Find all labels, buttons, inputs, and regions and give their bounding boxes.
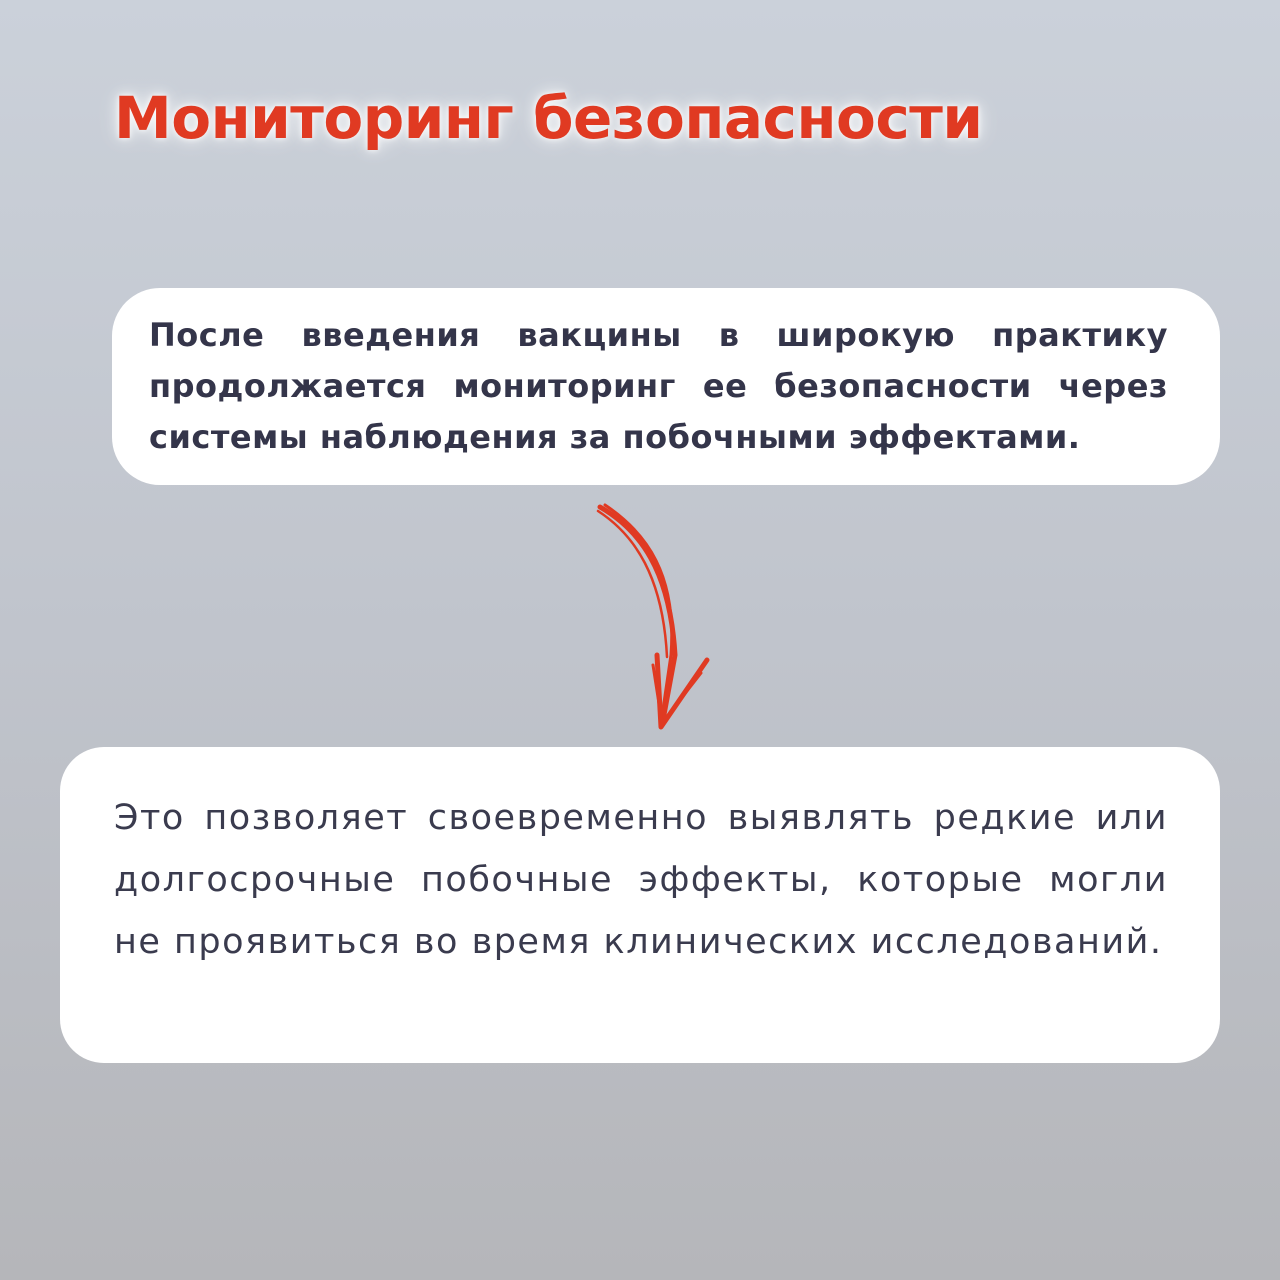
page-title: Мониторинг безопасности <box>114 84 983 152</box>
curved-down-arrow-icon <box>585 495 725 735</box>
outcome-text: Это позволяет своевременно выявлять редкие или долгосрочные побочные эффекты, которые могли не проявиться во время клинических исследований. <box>114 798 1168 962</box>
intro-text: После введения вакцины в широкую практику продолжается мониторинг ее безопасности через системы наблюдения за побочными эффектами. <box>149 316 1168 456</box>
intro-card <box>112 288 1220 485</box>
outcome-card <box>60 747 1220 1063</box>
